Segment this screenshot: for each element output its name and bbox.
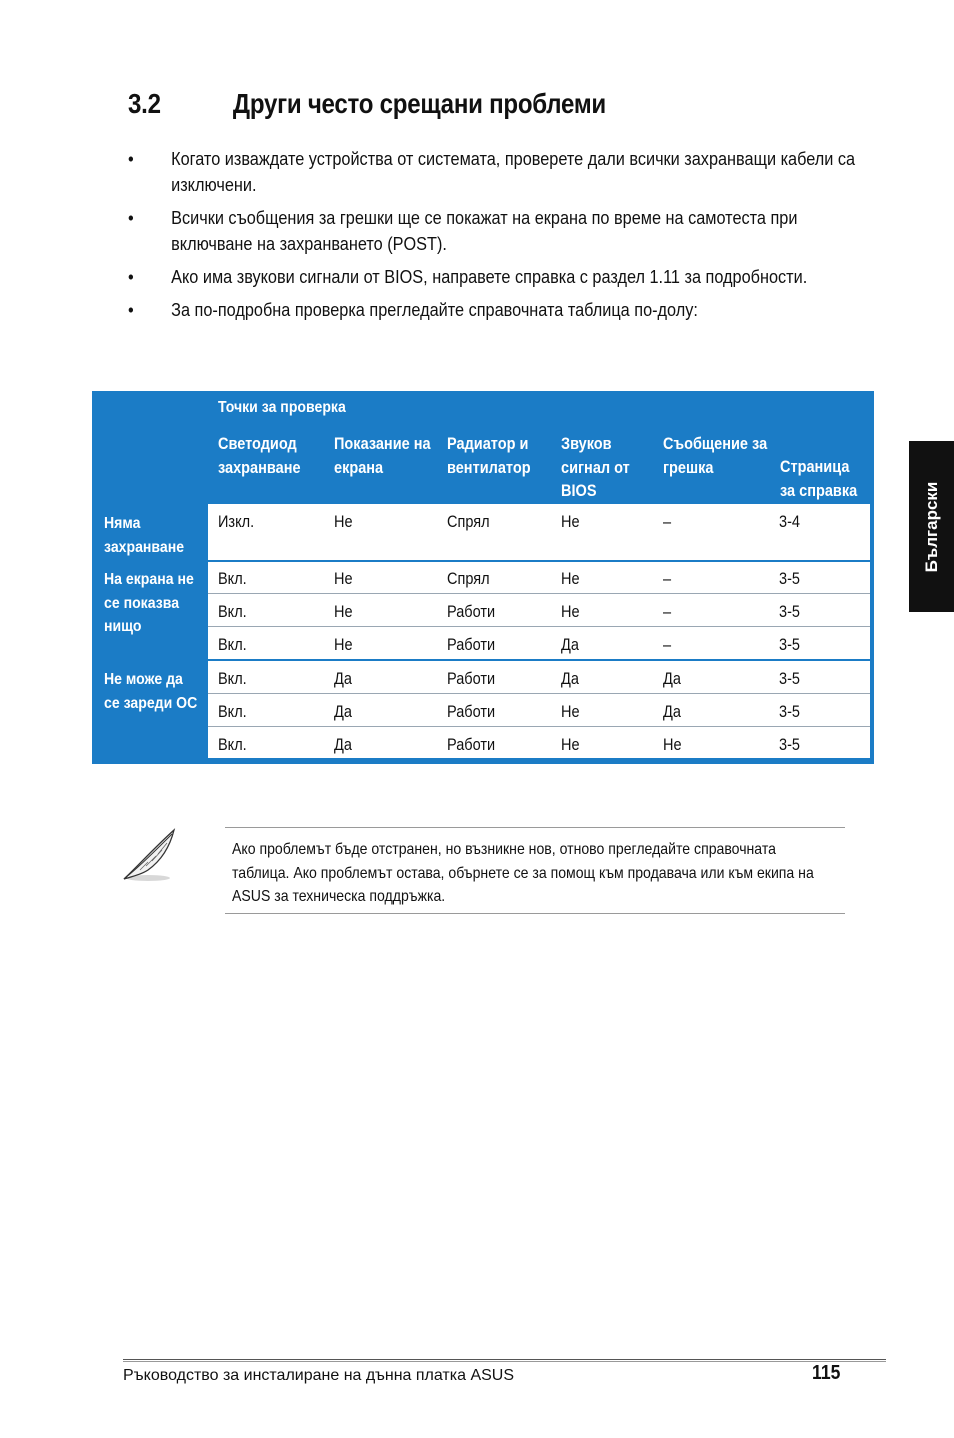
page-number: 115 — [812, 1362, 841, 1384]
note-bottom-rule — [225, 913, 845, 914]
bullet-item: • За по-подробна проверка прегледайте справочната таблица по-долу: — [128, 297, 866, 323]
bullet-list — [128, 146, 856, 330]
section-title: Други често срещани проблеми — [232, 88, 606, 119]
table-row: Вкл. Не Спрял Не – 3-5 — [208, 561, 870, 594]
column-header-error-message: Съобщение за грешка — [663, 435, 768, 477]
column-header-bios-beep: Звуков сигнал от BIOS — [561, 435, 630, 500]
row-group-label: Не може да се зареди ОС — [104, 671, 198, 712]
table-row: Вкл. Не Работи Не – 3-5 — [208, 594, 870, 627]
bullet-marker: • — [128, 148, 134, 169]
troubleshooting-table — [92, 391, 874, 764]
bullet-marker: • — [128, 266, 134, 287]
bullet-marker: • — [128, 207, 134, 228]
table-header — [92, 391, 874, 504]
table-row: Вкл. Да Работи Да Да 3-5 — [208, 661, 870, 694]
note-text: Ако проблемът бъде отстранен, но възникне нов, отново прегледайте справочната таблица. Ако проблемът остава, обърнете се за помощ към продавача или към екипа на ASUS за техническа поддръжка. — [232, 841, 814, 905]
table-row: Вкл. Да Работи Не Да 3-5 — [208, 694, 870, 727]
table-row: Вкл. Не Работи Да – 3-5 — [208, 627, 870, 661]
table-row: Вкл. Да Работи Не Не 3-5 — [218, 736, 800, 754]
bullet-marker: • — [128, 299, 134, 320]
section-number: 3.2 — [128, 88, 161, 119]
row-group-label: Няма захранване — [104, 515, 185, 556]
language-side-tab — [909, 441, 954, 612]
table-group-header: Точки за проверка — [218, 399, 346, 416]
footer-rule — [123, 1359, 886, 1362]
section-heading — [128, 88, 606, 120]
column-header-reference-page: Страница за справка — [780, 458, 858, 500]
column-header-fan: Радиатор и вентилатор — [447, 435, 531, 477]
column-header-screen: Показание на екрана — [334, 435, 431, 477]
bullet-item: • Всички съобщения за грешки ще се покажат на екрана по време на самотеста при включване на захранването (POST). — [128, 207, 798, 254]
bullet-item: • Когато изваждате устройства от системата, проверете дали всички захранващи кабели са изключени. — [128, 148, 856, 195]
table-body — [208, 504, 870, 758]
table-row: Изкл. Не Спрял Не – 3-4 — [208, 504, 870, 562]
bullet-item: • Ако има звукови сигнали от BIOS, направете справка с раздел 1.11 за подробности. — [128, 264, 866, 290]
row-group-label: На екрана не се показва нищо — [104, 571, 194, 635]
feather-icon — [118, 826, 180, 884]
note-top-rule — [225, 827, 845, 828]
language-label: Български — [921, 481, 941, 572]
column-header-power-led: Светодиод захранване — [218, 435, 301, 477]
footer-text: Ръководство за инсталиране на дънна платка ASUS — [123, 1367, 515, 1384]
